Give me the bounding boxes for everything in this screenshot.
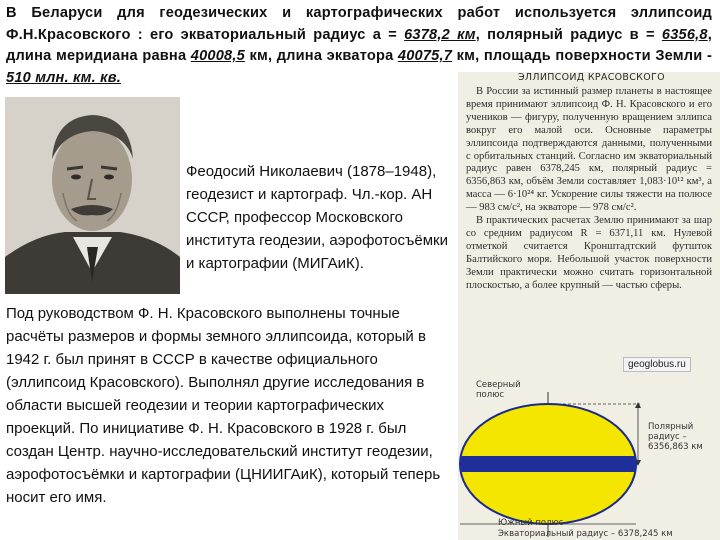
meridian-value: 40008,5 — [190, 48, 245, 64]
intro-text-1: В Беларуси для геодезических и картографических работ используется эллипсоид Ф.Н.Красовского : его экваториальный радиус а = — [6, 5, 712, 43]
article-title: ЭЛЛИПСОИД КРАСОВСКОГО — [518, 72, 665, 83]
article-paragraph-1: В России за истинный размер планеты в настоящее время принимают эллипсоид Ф. Н. Красовского и его учеников — фигуру, полученную вращением эллипса вокруг его малой оси. Основные параметры эллипсоида подтверждаются данными, полученными с орбитальных станций. Согласно им экваториальный радиус равен 6378,245 км, полярный радиус = 6356,863 км, объём Земли составляет 1,083·10¹² км³, а масса — 6·10²⁴ кг. Ускорение силы тяжести на полюсе — 983 см/с², на экваторе — 978 см/с². — [466, 86, 712, 214]
intro-text-5: км, площадь поверхности Земли - — [452, 48, 713, 64]
polar-radius-label: Полярный радиус – 6356,863 км — [648, 422, 703, 452]
intro-text-2: , полярный радиус в = — [475, 26, 662, 43]
intro-text-4: км, длина экватора — [244, 48, 398, 64]
equator-value: 40075,7 — [397, 48, 453, 64]
article-paragraph-2: В практических расчетах Землю принимают за шар со средним радиусом R = 6371,11 км. Нулевой отметкой считается Кронштадтский футшток Балтийского моря. Небольшой участок поверхности Земли практически можно считать горизонтальной плоскостью, а более крупный — частью сферы. — [466, 215, 712, 291]
intro-text-3: , длина меридиана равна — [6, 26, 712, 64]
main-paragraph: Под руководством Ф. Н. Красовского выполнены точные расчёты размеров и формы земного эллипсоида, который в 1942 г. был принят в СССР в качестве официального (эллипсоид Красовского). Выполнял другие исследования в области высшей геодезии и теории картографических проекций. По инициативе Ф. Н. Красовского в 1928 г. был создан Центр. научно-исследовательский институт геодезии, аэрофотосъёмки и картографии (ЦНИИГАиК), который теперь носит его имя. — [6, 305, 441, 506]
article-text — [466, 86, 712, 293]
north-pole-label: Северный полюс — [476, 380, 521, 400]
ellipsoid-diagram — [458, 372, 720, 540]
south-pole-label: Южный полюс — [498, 518, 564, 528]
equatorial-radius-value: 6378,2 км — [404, 26, 476, 43]
biography-caption: Феодосий Николаевич (1878–1948), геодезист и картограф. Чл.-кор. АН СССР, профессор Московского института геодезии, аэрофотосъёмки и картографии (МИГАиК). — [186, 163, 448, 272]
equatorial-radius-label: Экваториальный радиус – 6378,245 км — [498, 529, 673, 539]
polar-radius-value: 6356,8 — [661, 26, 708, 43]
krasovsky-portrait — [5, 97, 180, 294]
area-value: 510 млн. км. кв. — [6, 69, 121, 86]
site-watermark: geoglobus.ru — [623, 357, 691, 372]
scanned-article — [458, 72, 720, 540]
